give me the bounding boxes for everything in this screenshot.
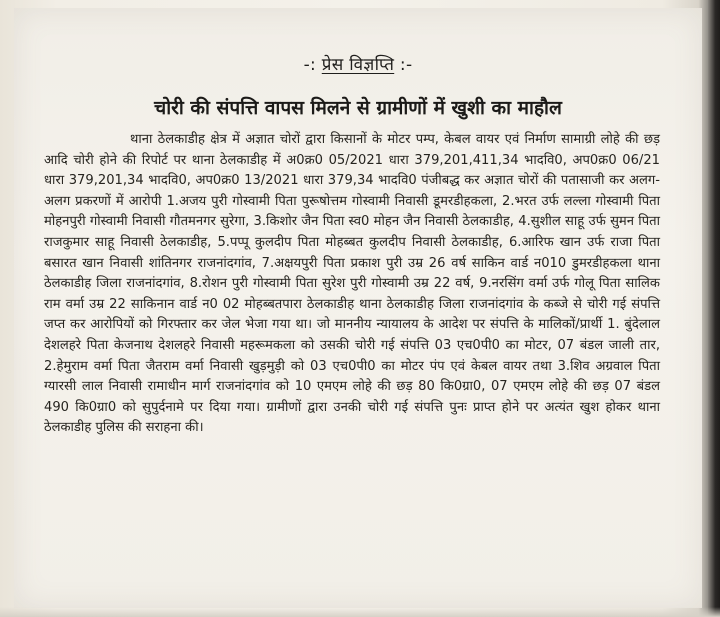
press-release-heading [14,52,702,75]
press-release-page [14,8,702,608]
photo-bottom-shade [0,607,720,617]
heading-prefix: -: [303,55,322,75]
heading-label: प्रेस विज्ञप्ति [321,55,395,75]
body-paragraph: थाना ठेलकाडीह क्षेत्र में अज्ञात चोरों द्वारा किसानों के मोटर पम्प, केबल वायर एवं निर्माण सामाग्री लोहे की छड़ आदि चोरी होने की रिपोर्ट पर थाना ठेलकाडीह में अ0क्र0 05/2021 धारा 379,201,411,34 भादवि0, अप0क्र0 06/21 धारा 379,201,34 भादवि0, अप0क्र0 13/2021 धारा 379,34 भादवि0 पंजीबद्ध कर अज्ञात चोरों की पतासाजी कर अलग-अलग प्रकरणों में आरोपी 1.अजय पुरी गोस्वामी पिता पुरूषोत्तम गोस्वामी निवासी डूमरडीहकला, 2.भरत उर्फ लल्ला गोस्वामी पिता मोहनपुरी गोस्वामी निवासी गौतमनगर सुरेगा, 3.किशोर जैन पिता स्व0 मोहन जैन निवासी ठेलकाडीह, 4.सुशील साहू उर्फ सुमन पिता राजकुमार साहू निवासी ठेलकाडीह, 5.पप्पू कुलदीप पिता मोहब्बत कुलदीप निवासी ठेलकाडीह, 6.आरिफ खान उर्फ राजा पिता बसारत खान निवासी शांतिनगर राजनांदगांव, 7.अक्षयपुरी पिता प्रकाश पुरी उम्र 26 वर्ष साकिन वार्ड न010 डुमरडीहकला थाना ठेलकाडीह जिला राजनांदगांव, 8.रोशन पुरी गोस्वामी पिता सुरेश पुरी गोस्वामी उम्र 22 वर्ष, 9.नरसिंग वर्मा उर्फ गोलू पिता सालिक राम वर्मा उम्र 22 साकिनान वार्ड न0 02 मोहब्बतपारा ठेलकाडीह थाना ठेलकाडीह जिला राजनांदगांव के कब्जे से चोरी गई संपत्ति जप्त कर आरोपियों को गिरफ्तार कर जेल भेजा गया था। जो माननीय न्यायालय के आदेश पर संपत्ति के मालिकों/प्रार्थी 1. बुंदेलाल देशलहरे पिता केजनाथ देशलहरे निवासी महरूमकला को उसकी चोरी गई संपत्ति 03 एच0पी0 का मोटर, 07 बंडल जाली तार, 2.हेमुराम वर्मा पिता जैतराम वर्मा निवासी खुड़मुड़ी को 03 एच0पी0 का मोटर पंप एवं केबल वायर तथा 3.शिव अग्रवाल पिता ग्यारसी लाल निवासी रामाधीन मार्ग राजनांदगांव को 10 एमएम लोहे की छड़ 80 कि0ग्रा0, 07 एमएम लोहे की छड़ 07 बंडल 490 कि0ग्रा0 को सुपुर्दनामे पर दिया गया। ग्रामीणों द्वारा उनकी चोरी गई संपत्ति पुनः प्राप्त होने पर अत्यंत खुश होकर थाना ठेलकाडीह पुलिस की सराहना की। [44,132,660,436]
photo-edge-shadow [708,0,720,617]
headline: चोरी की संपत्ति वापस मिलने से ग्रामीणों में खुशी का माहौल [154,97,562,119]
heading-suffix: :- [394,55,413,75]
